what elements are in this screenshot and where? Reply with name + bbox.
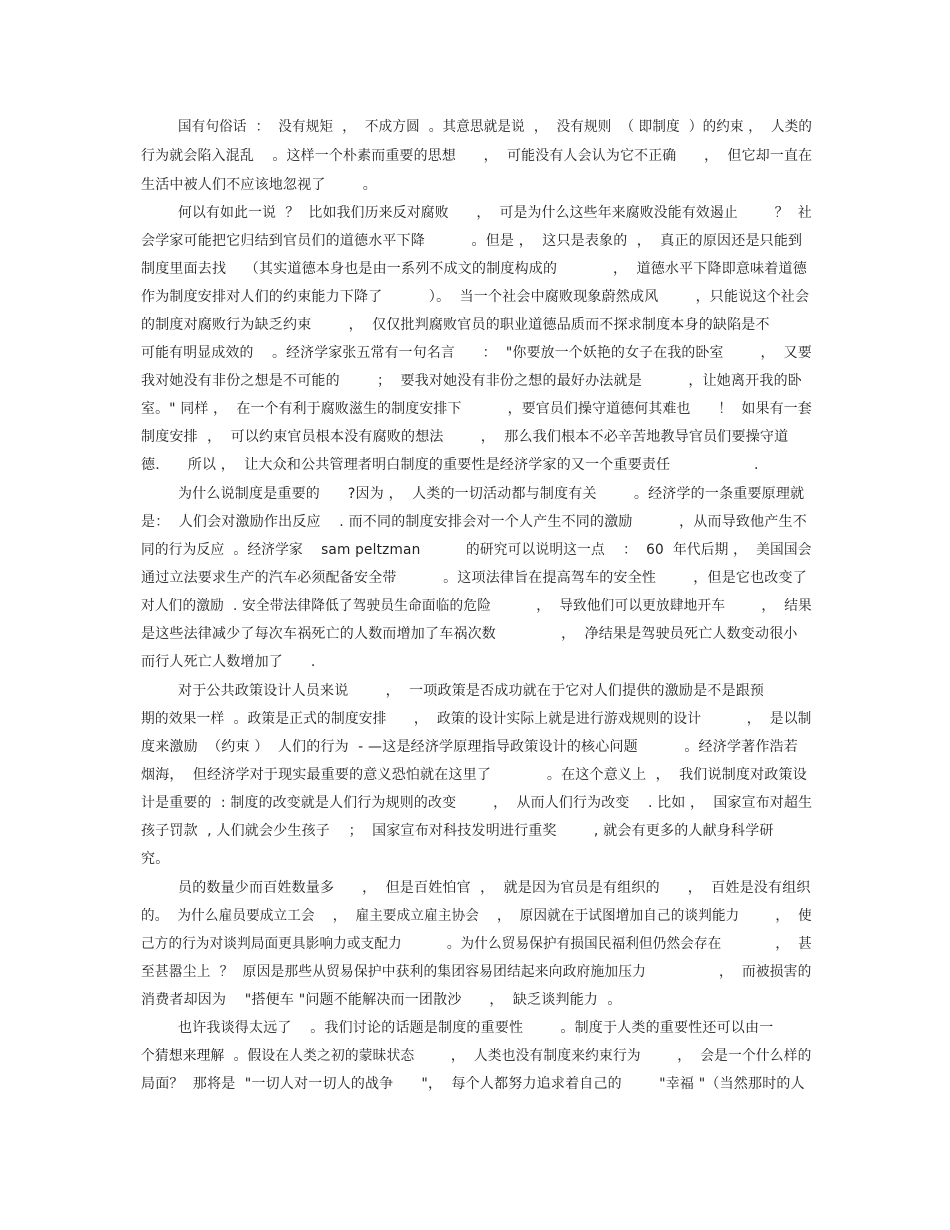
text-line: 同的行为反应 。经济学家 sam peltzman 的研究可以说明这一点 ： 60 年代后期 ， 美国国会 <box>141 542 812 558</box>
text-line: 对于公共政策设计人员来说 ， 一项政策是否成功就在于它对人们提供的激励是不是跟预 <box>178 683 765 699</box>
text-line: 我对她没有非份之想是不可能的 ； 要我对她没有非份之想的最好办法就是 ，让她离开我的卧 <box>141 373 803 389</box>
text-line: 个猜想来理解 。假设在人类之初的蒙昧状态 ， 人类也没有制度来约束行为 ， 会是一个什么样的 <box>141 1048 812 1064</box>
text-line: 行为就会陷入混乱 。这样一个朴素而重要的思想 ， 可能没有人会认为它不正确 ， 但它却一直在 <box>141 148 813 164</box>
text-line: 制度安排 ， 可以约束官员根本没有腐败的想法 ， 那么我们根本不必辛苦地教导官员们要操守道 <box>141 429 789 445</box>
text-line: 局面？ 那将是 "一切人对一切人的战争 "， 每个人都努力追求着自己的 "幸福 "（当然那时的人 <box>141 1076 805 1092</box>
text-line: 计是重要的 : 制度的改变就是人们行为规则的改变 ， 从而人们行为改变 . 比如 ， 国家宣布对超生 <box>141 795 813 811</box>
text-line: 生活中被人们不应该地忽视了 。 <box>141 177 378 193</box>
text-line: 是这些法律减少了每次车祸死亡的人数而增加了车祸次数 ， 净结果是驾驶员死亡人数变动很小 <box>141 626 798 642</box>
text-line: 德. 所以 ， 让大众和公共管理者明白制度的重要性是经济学家的又一个重要责任 . <box>141 457 759 473</box>
text-line: 通过立法要求生产的汽车必须配备安全带 。这项法律旨在提高驾车的安全性 ，但是它也改变了 <box>141 570 807 586</box>
text-line: 是： 人们会对激励作出反应 . 而不同的制度安排会对一个人产生不同的激励 ，从而导致他产生不 <box>141 514 807 530</box>
text-line: 究。 <box>141 851 170 867</box>
text-line: 员的数量少而百姓数量多 ， 但是百姓怕官 ， 就是因为官员是有组织的 ， 百姓是没有组织 <box>178 880 811 896</box>
text-line: 室。" 同样 ， 在一个有利于腐败滋生的制度安排下 ，要官员们操守道德何其难也 ！ 如果有一套 <box>141 401 812 417</box>
text-line: 对人们的激励 . 安全带法律降低了驾驶员生命面临的危险 ， 导致他们可以更放肆地开车 ， 结果 <box>141 598 812 614</box>
text-line: 而行人死亡人数增加了 . <box>141 654 316 670</box>
text-line: 己方的行为对谈判局面更具影响力或支配力 。为什么贸易保护有损国民福利但仍然会存在 ， 甚 <box>141 936 812 952</box>
text-line: 孩子罚款 , 人们就会少生孩子 ； 国家宣布对科技发明进行重奖 , 就会有更多的人献身科学研 <box>141 823 774 839</box>
text-line: 期的效果一样 。政策是正式的制度安排 ， 政策的设计实际上就是进行游戏规则的设计 ， 是以制 <box>141 711 812 727</box>
text-line: 可能有明显成效的 。经济学家张五常有一句名言 ： "你要放一个妖艳的女子在我的卧室 ， 又要 <box>141 345 812 361</box>
text-line: 国有句俗话 ： 没有规矩 ， 不成方圆 。其意思就是说 ， 没有规则 （ 即制度 ）的约束 ， 人类的 <box>178 119 813 135</box>
text-line: 的制度对腐败行为缺乏约束 ， 仅仅批判腐败官员的职业道德品质而不探求制度本身的缺陷是不 <box>141 317 770 333</box>
text-line: 制度里面去找 （其实道德本身也是由一系列不成文的制度构成的 ， 道德水平下降即意味着道德 <box>141 261 807 277</box>
text-line: 消费者却因为 "搭便车 "问题不能解决而一团散沙 ， 缺乏谈判能力 。 <box>141 992 622 1008</box>
text-line: 为什么说制度是重要的 ?因为 ， 人类的一切活动都与制度有关 。经济学的一条重要原理就 <box>178 486 805 502</box>
text-line: 的。 为什么雇员要成立工会 ， 雇主要成立雇主协会 ， 原因就在于试图增加自己的谈判能力 ， 使 <box>141 908 812 924</box>
text-line: 度来激励 （约束 ） 人们的行为 - —这是经济学原理指导政策设计的核心问题 。经济学著作浩若 <box>141 739 798 755</box>
text-line: 作为制度安排对人们的约束能力下降了 ）。 当一个社会中腐败现象蔚然成风 ，只能说这个社会 <box>141 289 810 305</box>
text-line: 至甚嚣尘上 ？ 原因是那些从贸易保护中获利的集团容易团结起来向政府施加压力 ， 而被损害的 <box>141 964 812 980</box>
text-line: 何以有如此一说 ？ 比如我们历来反对腐败 ， 可是为什么这些年来腐败没能有效遏止 ？ 社 <box>178 205 812 221</box>
text-line: 也许我谈得太远了 。我们讨论的话题是制度的重要性 。制度于人类的重要性还可以由一 <box>178 1020 774 1036</box>
text-line: 烟海， 但经济学对于现实最重要的意义恐怕就在这里了 。在这个意义上 ， 我们说制度对政策设 <box>141 767 807 783</box>
text-line: 会学家可能把它归结到官员们的道德水平下降 。但是 ， 这只是表象的 ， 真正的原因还是只能到 <box>141 233 803 249</box>
